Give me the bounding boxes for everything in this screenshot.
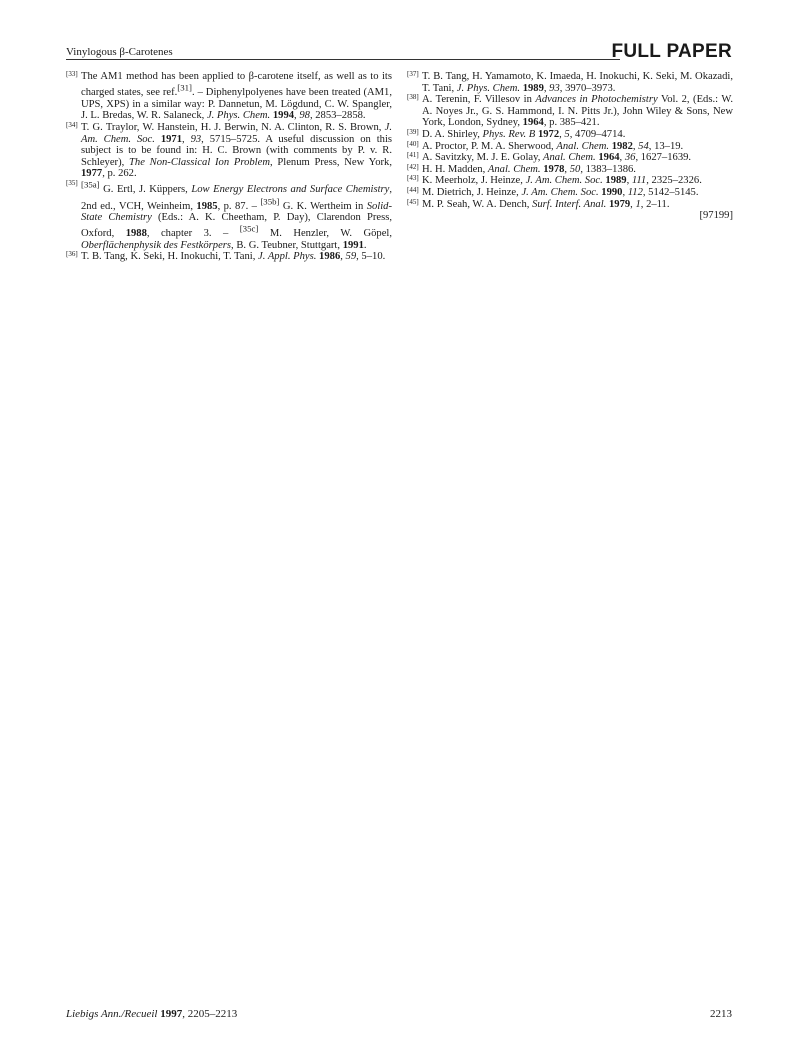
reference-entry [407, 141, 733, 153]
reference-entry [407, 175, 733, 187]
reference-text: [35a] G. Ertl, J. Küppers, Low Energy Electrons and Surface Chemistry, 2nd ed., VCH, Weinheim, 1985, p. 87. – [35b] G. K. Wertheim in Solid-State Chemistry (Eds.: A. K. Cheetham, P. Day), Clarendon Press, Oxford, 1988, chapter 3. – [35c] M. Henzler, W. Göpel, Oberflächenphysik des Festkörpers, B. G. Teubner, Stuttgart, 1991. [81, 179, 393, 251]
reference-entry [407, 199, 733, 211]
reference-number: [33] [66, 70, 78, 78]
reference-entry [407, 187, 733, 199]
reference-number: [38] [407, 93, 419, 102]
reference-text: The AM1 method has been applied to β-carotene itself, as well as to its charged states, see ref.[31]. – Diphenylpolyenes have been treated (AM1, UPS, XPS) in a similar way: P. Dannetun, M. Lögdund, C. W. Spangler, J. L. Bredas, W. R. Salaneck, J. Phys. Chem. 1994, 98, 2853–2858. [81, 71, 392, 122]
reference-text: M. Dietrich, J. Heinze, J. Am. Chem. Soc. 1990, 112, 5142–5145. [422, 186, 699, 198]
reference-text: A. Proctor, P. M. A. Sherwood, Anal. Chem. 1982, 54, 13–19. [422, 140, 684, 152]
header-rule [66, 59, 620, 60]
reference-entry [66, 122, 392, 180]
references-left-column [66, 71, 392, 263]
reference-entry [407, 71, 733, 94]
reference-number: [40] [407, 139, 419, 148]
references-right-column [407, 71, 733, 222]
reference-entry [66, 71, 392, 122]
section-label: FULL PAPER [611, 41, 732, 62]
reference-number: [36] [66, 250, 78, 259]
reference-entry [407, 164, 733, 176]
reference-entry [407, 152, 733, 164]
reference-number: [43] [407, 174, 419, 183]
page-number: 2213 [710, 1008, 732, 1020]
reference-text: A. Terenin, F. Villesov in Advances in Photochemistry Vol. 2, (Eds.: W. A. Noyes Jr., G. S. Hammond, I. N. Pitts Jr.), John Wiley & Sons, New York, London, Sydney, 1964, p. 385–421. [422, 94, 734, 129]
manuscript-code: [97199] [699, 210, 733, 222]
reference-number: [35] [66, 178, 78, 187]
reference-number: [42] [407, 162, 419, 171]
reference-text: D. A. Shirley, Phys. Rev. B 1972, 5, 4709–4714. [422, 128, 626, 140]
reference-text: H. H. Madden, Anal. Chem. 1978, 50, 1383–1386. [422, 163, 636, 175]
reference-text: K. Meerholz, J. Heinze, J. Am. Chem. Soc. 1989, 111, 2325–2326. [422, 175, 702, 187]
journal-citation: Liebigs Ann./Recueil 1997, 2205–2213 [66, 1008, 238, 1020]
reference-number: [45] [407, 197, 419, 206]
reference-text: A. Savitzky, M. J. E. Golay, Anal. Chem. 1964, 36, 1627–1639. [422, 152, 692, 164]
reference-number: [44] [407, 185, 419, 194]
page-header [66, 41, 732, 64]
reference-number: [41] [407, 151, 419, 160]
reference-number: [37] [407, 70, 419, 78]
reference-text: T. B. Tang, K. Seki, H. Inokuchi, T. Tani, J. Appl. Phys. 1986, 59, 5–10. [81, 251, 386, 263]
reference-text: T. G. Traylor, W. Hanstein, H. J. Berwin, N. A. Clinton, R. S. Brown, J. Am. Chem. Soc. 1971, 93, 5715–5725. A useful discussion on this subject is to be found in: H. C. Brown (with comments by P. v. R. Schleyer), The Non-Classical Ion Problem, Plenum Press, New York, 1977, p. 262. [81, 121, 393, 180]
reference-number: [34] [66, 120, 78, 129]
reference-text: M. P. Seah, W. A. Dench, Surf. Interf. Anal. 1979, 1, 2–11. [422, 198, 670, 210]
reference-entry [407, 94, 733, 129]
running-title: Vinylogous β-Carotenes [66, 46, 173, 58]
reference-entry [407, 129, 733, 141]
reference-number: [39] [407, 127, 419, 136]
reference-text: T. B. Tang, H. Yamamoto, K. Imaeda, H. Inokuchi, K. Seki, M. Okazadi, T. Tani, J. Phys. Chem. 1989, 93, 3970–3973. [422, 71, 733, 94]
reference-entry [66, 180, 392, 252]
reference-entry [66, 251, 392, 263]
